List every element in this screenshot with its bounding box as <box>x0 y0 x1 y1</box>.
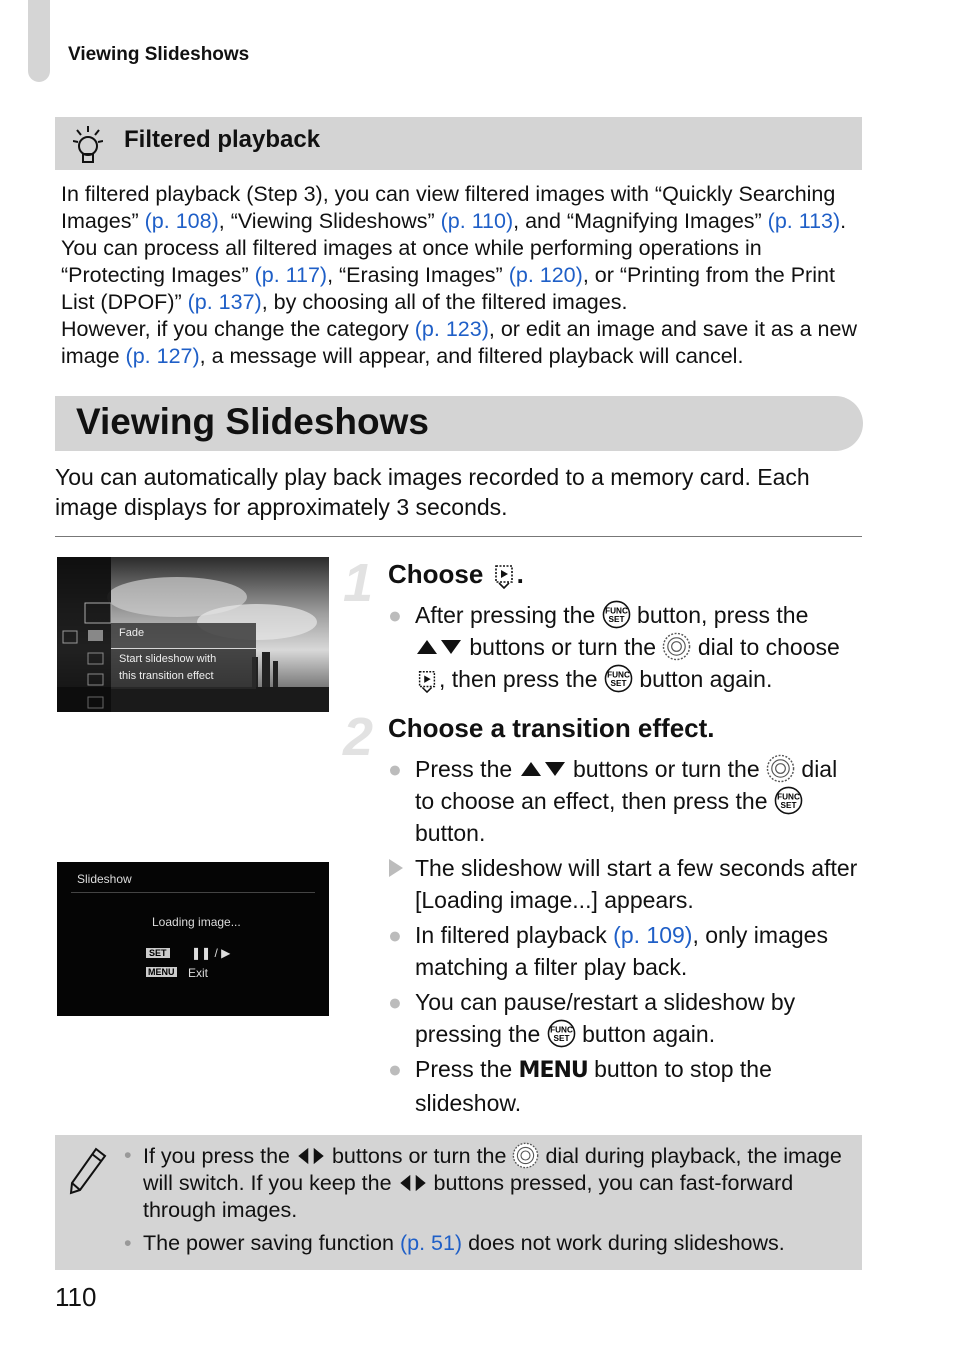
page-link[interactable]: (p. 113) <box>767 209 841 233</box>
text: button again. <box>582 1021 716 1047</box>
text: buttons or turn the <box>572 756 760 782</box>
bullet-marker: ● <box>388 756 402 782</box>
bullet-marker: ● <box>388 602 402 628</box>
text: buttons or turn the <box>331 1144 507 1168</box>
text: button, press the <box>637 602 809 628</box>
step-1-title: Choose <box>388 559 484 589</box>
text: button again. <box>639 666 773 692</box>
text: The slideshow will start a few seconds after [Loading image...] appears. <box>415 855 858 913</box>
page-link[interactable]: (p. 120) <box>508 263 583 287</box>
note-item-1 <box>124 1142 844 1224</box>
text: Press the <box>415 1056 513 1082</box>
func-set-icon <box>547 1019 576 1048</box>
text: . You can process all filtered images at once while performing operations in “Protecting Images” <box>61 209 847 287</box>
text: dial <box>801 756 838 782</box>
pause-play-icon: ❚❚ / ▶ <box>191 946 231 960</box>
menu-item-fade: Fade <box>119 627 145 639</box>
text: , a message will appear, and filtered playback will cancel. <box>199 344 744 368</box>
text: , then press the <box>439 666 598 692</box>
text: , and “Magnifying Images” <box>513 209 768 233</box>
pencil-icon <box>68 1146 108 1196</box>
up-down-arrows-icon <box>519 759 567 779</box>
text: button to stop the slideshow. <box>415 1056 772 1116</box>
menu-desc-line2: this transition effect <box>119 670 214 682</box>
step-1-bullet <box>388 599 858 695</box>
text: , only images matching a filter play back. <box>415 922 828 980</box>
text: However, if you change the category <box>61 317 415 341</box>
step-number-1: 1 <box>343 553 374 613</box>
text: The power saving function <box>143 1231 400 1255</box>
divider <box>55 536 862 537</box>
step-2-title: Choose a transition effect. <box>388 713 715 743</box>
text: If you press the <box>143 1144 290 1168</box>
control-dial-icon <box>662 632 691 661</box>
step-2-bullet-3 <box>388 919 858 983</box>
set-badge: SET <box>146 948 170 958</box>
loading-text: Loading image... <box>152 915 241 929</box>
running-header: Viewing Slideshows <box>68 44 250 65</box>
step-1-period: . <box>516 559 524 589</box>
text: , “Viewing Slideshows” <box>218 209 441 233</box>
bullet-marker: ● <box>388 1056 402 1082</box>
tip-paragraph-2 <box>61 316 861 370</box>
text: After pressing the <box>415 602 596 628</box>
bullet-marker: • <box>124 1143 132 1167</box>
bullet-marker: ● <box>388 922 402 948</box>
menu-badge: MENU <box>148 967 175 977</box>
page-link[interactable]: (p. 51) <box>399 1231 463 1255</box>
left-right-arrows-icon <box>398 1173 428 1193</box>
note-body <box>124 1142 844 1263</box>
control-dial-icon <box>512 1142 539 1169</box>
camera-screen-transition-menu <box>57 557 329 712</box>
result-arrow-icon <box>388 858 404 878</box>
camera-screen-slideshow <box>57 862 329 1016</box>
screen-title: Slideshow <box>77 872 132 886</box>
tip-body <box>61 181 861 370</box>
text: , “Erasing Images” <box>327 263 509 287</box>
page-link[interactable]: (p. 110) <box>440 209 514 233</box>
step-2-bullet-5 <box>388 1053 858 1119</box>
page-number: 110 <box>55 1282 97 1312</box>
slideshow-icon <box>491 563 517 589</box>
page-link[interactable]: (p. 127) <box>125 344 200 368</box>
section-title: Viewing Slideshows <box>76 401 429 442</box>
text: button. <box>415 820 486 846</box>
exit-label: Exit <box>188 966 209 980</box>
step-1-heading <box>388 559 524 590</box>
step-2-bullet-4 <box>388 986 858 1050</box>
text: , by choosing all of the filtered images. <box>261 290 628 314</box>
up-down-arrows-icon <box>415 637 463 657</box>
func-set-icon <box>604 664 633 693</box>
text: buttons or turn the <box>469 634 657 660</box>
section-intro: You can automatically play back images recorded to a memory card. Each image displays for approximately 3 seconds. <box>55 464 810 520</box>
bullet-marker: • <box>124 1231 132 1255</box>
text: does not work during slideshows. <box>462 1231 785 1255</box>
step-2-bullet-1 <box>388 753 858 849</box>
func-set-icon <box>602 600 631 629</box>
menu-button-icon: MENU <box>518 1058 588 1083</box>
page-link[interactable]: (p. 123) <box>414 317 489 341</box>
bullet-marker: ● <box>388 989 402 1015</box>
control-dial-icon <box>766 754 795 783</box>
text: , or “Printing from the Print List (DPOF)” <box>61 263 835 314</box>
page-link[interactable]: (p. 108) <box>144 209 219 233</box>
note-item-2 <box>124 1230 844 1257</box>
camera-screen-background <box>57 557 329 712</box>
text: buttons pressed, you can fast-forward through images. <box>143 1171 794 1222</box>
text: to choose an effect, then press the <box>415 788 768 814</box>
text: dial during playback, the image will switch. If you keep the <box>143 1144 842 1195</box>
screen-divider <box>71 892 315 893</box>
left-right-arrows-icon <box>296 1146 326 1166</box>
step-2-result <box>388 852 858 916</box>
step-number-2: 2 <box>343 707 374 767</box>
menu-desc-line1: Start slideshow with <box>119 653 217 665</box>
text: , or edit an image and save it as a new image <box>61 317 857 368</box>
text: You can pause/restart a slideshow by pressing the <box>415 989 796 1047</box>
page-link[interactable]: (p. 109) <box>613 922 693 948</box>
chapter-tab <box>28 0 50 82</box>
func-set-icon <box>774 786 803 815</box>
tip-paragraph-1 <box>61 181 861 316</box>
slideshow-icon <box>415 669 439 693</box>
text: dial to choose <box>697 634 840 660</box>
lightbulb-icon <box>73 124 103 166</box>
text: Press the <box>415 756 513 782</box>
page-link[interactable]: (p. 117) <box>254 263 328 287</box>
page-link[interactable]: (p. 137) <box>187 290 262 314</box>
text: In filtered playback (Step 3), you can view filtered images with “Quickly Searching Images” <box>61 182 836 233</box>
text: In filtered playback <box>415 922 614 948</box>
tip-title: Filtered playback <box>124 126 321 153</box>
